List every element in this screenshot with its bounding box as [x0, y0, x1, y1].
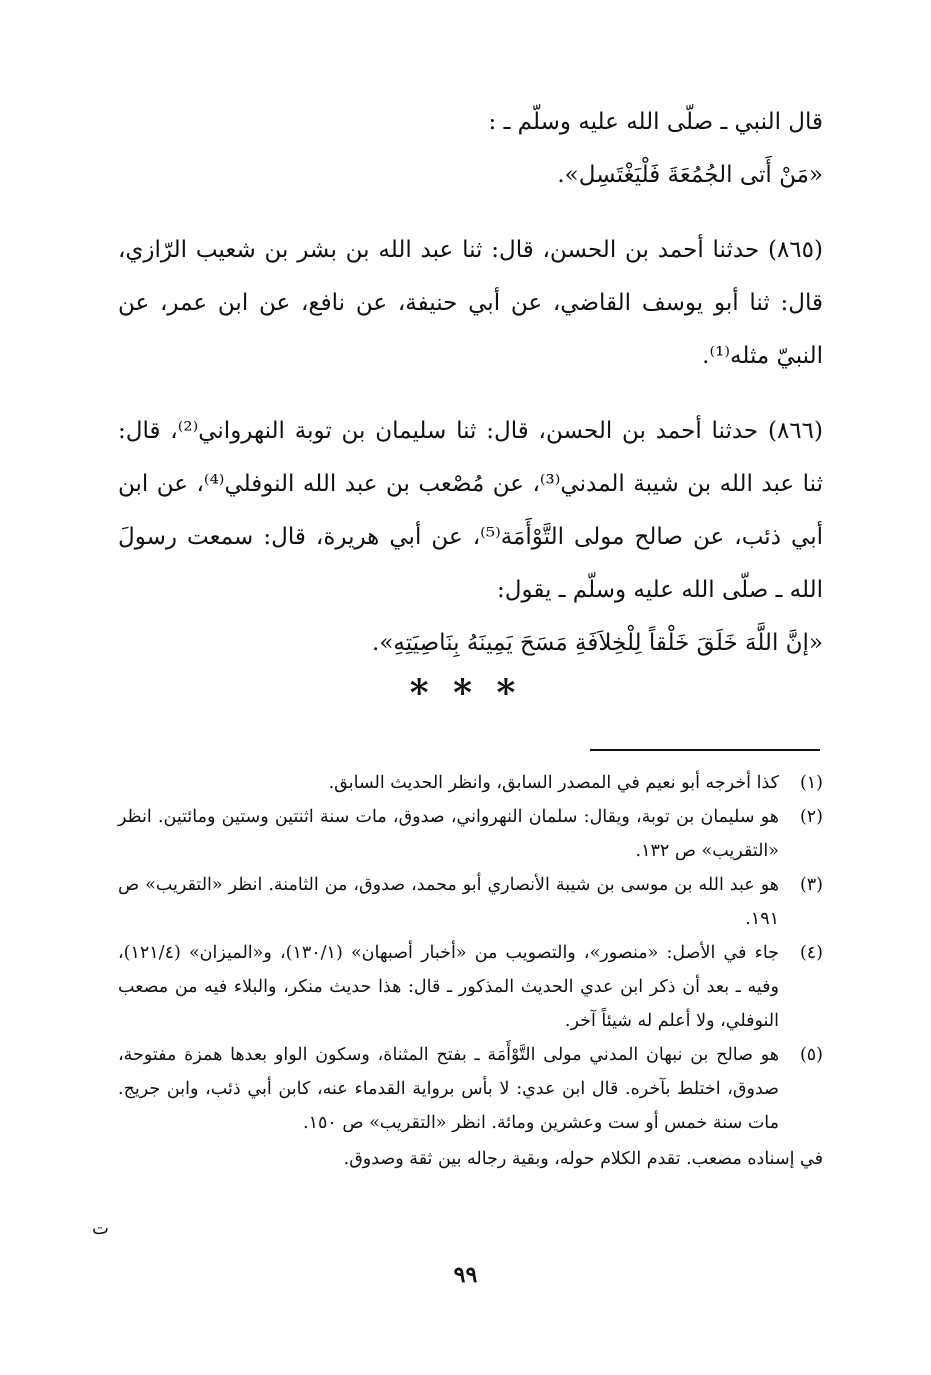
footnote-3: [118, 868, 823, 936]
footnote-number: (٥): [799, 1045, 823, 1065]
hadith-quote-1: «مَنْ أَتى الجُمُعَةَ فَلْيَغْتَسِل».: [557, 162, 823, 188]
footnote-text: هو صالح بن نبهان المدني مولى التَّوْأَمَة ـ بفتح المثناة، وسكون الواو بعدها همزة مفتوحة، صدوق، اختلط بآخره. قال ابن عدي: لا بأس برواية القدماء عنه، كابن أبي ذئب، وابن جريج. مات سنة خمس أو ست وعشرين ومائة. انظر «التقريب» ص ١٥٠.: [118, 1045, 779, 1133]
page-number: ٩٩: [453, 1262, 478, 1288]
footnote-text: جاء في الأصل: «منصور»، والتصويب من «أخبار أصبهان» (١٣٠/١)، و«الميزان» (١٢١/٤)، وفيه ـ بعد أن ذكر ابن عدي الحديث المذكور ـ قال: هذا حديث منكر، والبلاء فيه من مصعب النوفلي، ولا أعلم له شيئاً آخر.: [118, 943, 779, 1031]
footnote-number: (٣): [799, 875, 823, 895]
hadith-866: (٨٦٦) حدثنا أحمد بن الحسن، قال: ثنا سليمان بن توبة النهرواني⁽²⁾، قال: ثنا عبد الله بن شيبة المدني⁽³⁾، عن مُصْعب بن عبد الله النوفلي⁽⁴⁾، عن ابن أبي ذئب، عن صالح مولى التَّوْأَمَة⁽⁵⁾، عن أبي هريرة، قال: سمعت رسولَ الله ـ صلّى الله عليه وسلّم ـ يقول:: [118, 418, 823, 603]
footnote-1: [118, 766, 823, 800]
footnote-text: هو سليمان بن توبة، ويقال: سلمان النهرواني، صدوق، مات سنة اثنتين وستين ومائتين. انظر «التقريب» ص ١٣٢.: [118, 807, 779, 861]
footnote-divider: [590, 749, 820, 751]
footnotes: [118, 766, 823, 1176]
section-separator: * * *: [409, 672, 522, 714]
footnote-5: [118, 1038, 823, 1140]
footnote-2: [118, 800, 823, 868]
footnote-extra: في إسناده مصعب. تقدم الكلام حوله، وبقية رجاله بين ثقة وصدوق.: [343, 1149, 823, 1169]
footnote-number: (٤): [799, 943, 823, 963]
intro-line: قال النبي ـ صلّى الله عليه وسلّم ـ :: [488, 109, 823, 135]
margin-mark: ت: [92, 1218, 109, 1239]
footnote-text: كذا أخرجه أبو نعيم في المصدر السابق، وانظر الحديث السابق.: [328, 773, 779, 793]
footnote-4: [118, 936, 823, 1038]
footnote-number: (٢): [799, 807, 823, 827]
footnote-text: هو عبد الله بن موسى بن شيبة الأنصاري أبو محمد، صدوق، من الثامنة. انظر «التقريب» ص ١٩١.: [118, 875, 779, 929]
main-text: [118, 96, 823, 670]
hadith-quote-2: «إنَّ اللَّهَ خَلَقَ خَلْقاً لِلْخِلاَفَةِ مَسَحَ يَمِينَهُ بِنَاصِيَتِهِ».: [372, 630, 823, 656]
footnote-number: (١): [799, 773, 823, 793]
hadith-865: (٨٦٥) حدثنا أحمد بن الحسن، قال: ثنا عبد الله بن بشر بن شعيب الرّازي، قال: ثنا أبو يوسف القاضي، عن أبي حنيفة، عن نافع، عن ابن عمر، عن النبيّ مثله⁽¹⁾.: [118, 237, 823, 369]
